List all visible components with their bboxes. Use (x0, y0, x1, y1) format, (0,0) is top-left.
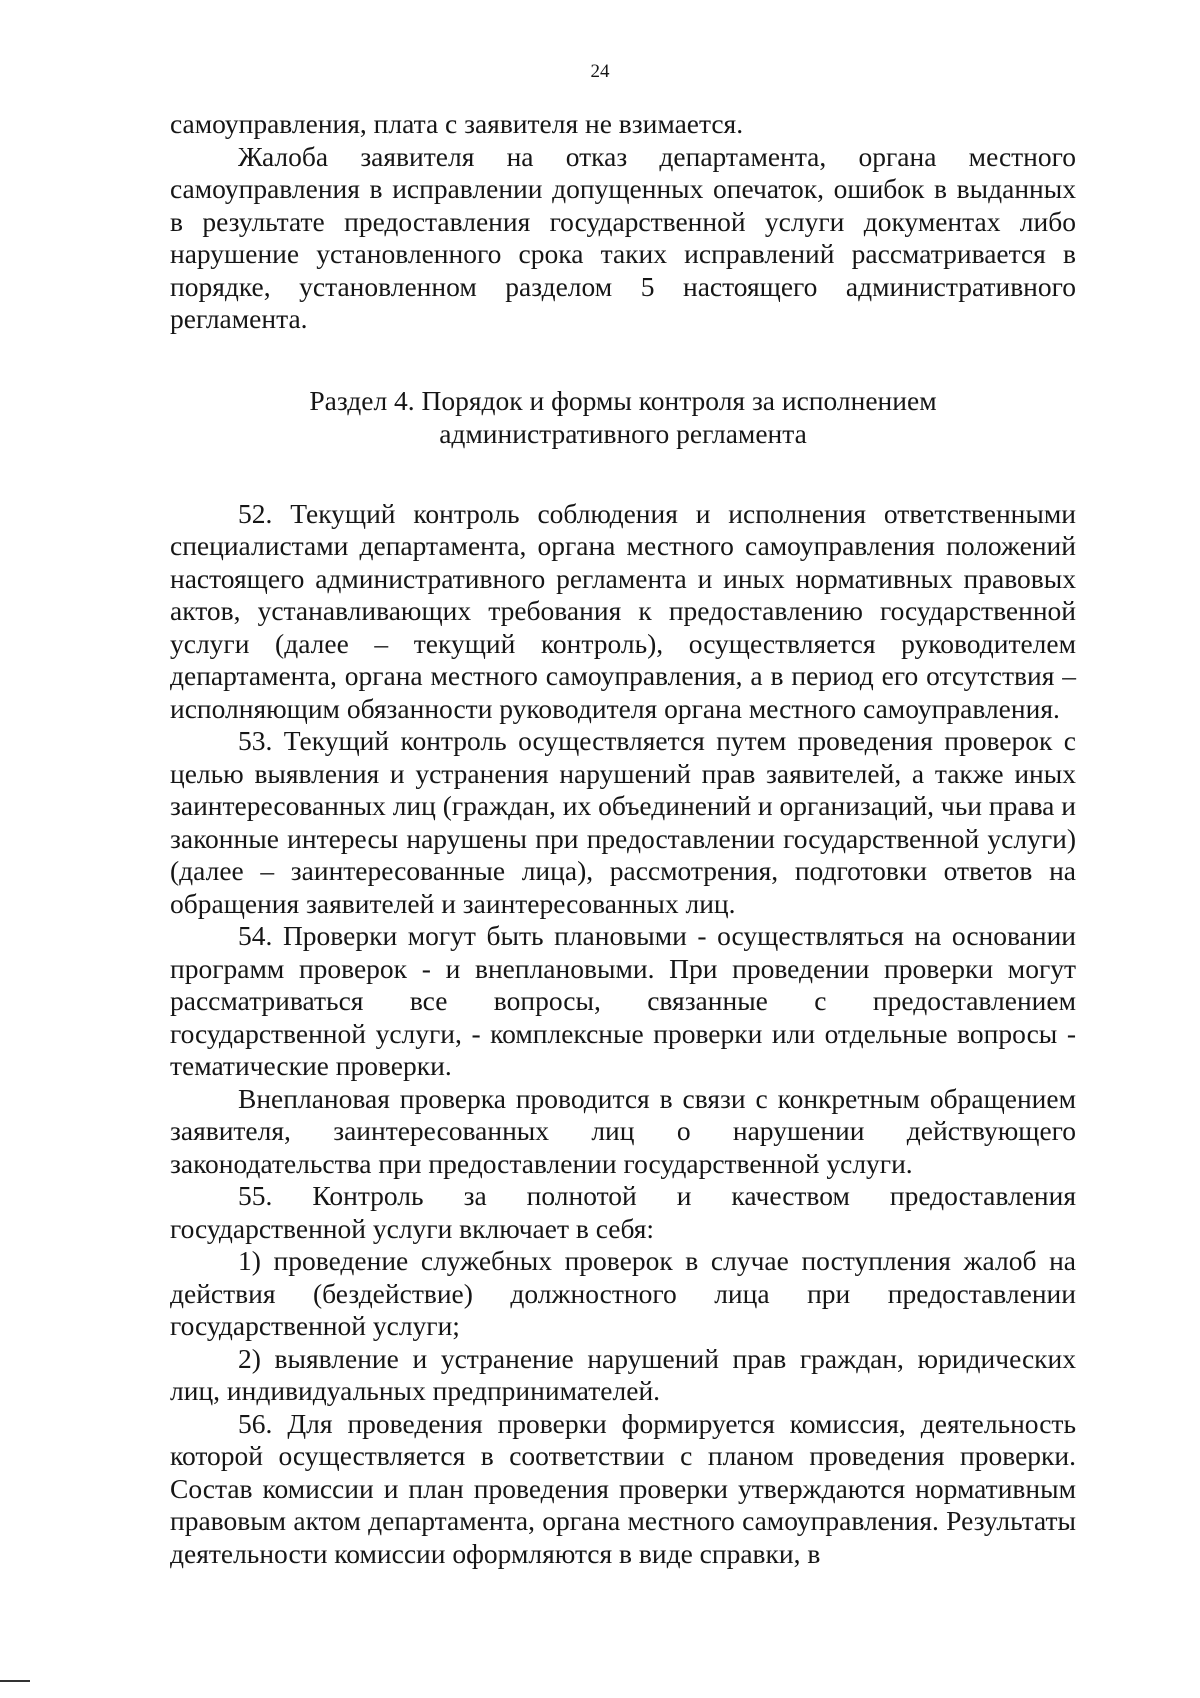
paragraph-53: 53. Текущий контроль осуществляется путем проведения проверок с целью выявления и устранения нарушений прав заявителей, а также иных заинтересованных лиц (граждан, их объединений и организаций, чьи права и законные интересы нарушены при предоставлении государственной услуги) (далее – заинтересованные лица), рассмотрения, подготовки ответов на обращения заявителей и заинтересованных лиц. (170, 725, 1076, 919)
paragraph-continuation: самоуправления, плата с заявителя не взимается. (170, 108, 744, 139)
paragraph-52: 52. Текущий контроль соблюдения и исполнения ответственными специалистами департамента, органа местного самоуправления положений настоящего административного регламента и иных нормативных правовых актов, устанавливающих требования к предоставлению государственной услуги (далее – текущий контроль), осуществляется руководителем департамента, органа местного самоуправления, а в период его отсутствия – исполняющим обязанности руководителя органа местного самоуправления. (170, 497, 1076, 724)
section-heading (170, 384, 1076, 450)
paragraph-55-item-1: 1) проведение служебных проверок в случае поступления жалоб на действия (бездействие) должностного лица при предоставлении государственной услуги; (170, 1245, 1076, 1341)
section-heading-line-2: административного регламента (439, 417, 807, 449)
page-number: 24 (590, 61, 610, 82)
section-heading-line-1: Раздел 4. Порядок и формы контроля за исполнением (309, 384, 937, 416)
paragraph-55-item-2: 2) выявление и устранение нарушений прав граждан, юридических лиц, индивидуальных предпринимателей. (170, 1342, 1076, 1406)
paragraph-56: 56. Для проведения проверки формируется комиссия, деятельность которой осуществляется в соответствии с планом проведения проверки. Состав комиссии и план проведения проверки утверждаются нормативным правовым актом департамента, органа местного самоуправления. Результаты деятельности комиссии оформляются в виде справки, в (170, 1407, 1076, 1569)
paragraph-54-unscheduled: Внеплановая проверка проводится в связи с конкретным обращением заявителя, заинтересованных лиц о нарушении действующего законодательства при предоставлении государственной услуги. (170, 1082, 1076, 1179)
scan-edge-mark (0, 1680, 30, 1682)
paragraph-complaint: Жалоба заявителя на отказ департамента, органа местного самоуправления в исправлении допущенных опечаток, ошибок в выданных в результате предоставления государственной услуги документах либо нарушение установленного срока таких исправлений рассматривается в порядке, установленном разделом 5 настоящего административного регламента. (170, 140, 1076, 334)
paragraph-54: 54. Проверки могут быть плановыми - осуществляться на основании программ проверок - и внеплановыми. При проведении проверки могут рассматриваться все вопросы, связанные с предоставлением государственной услуги, - комплексные проверки или отдельные вопросы - тематические проверки. (170, 920, 1076, 1081)
paragraph-55: 55. Контроль за полнотой и качеством предоставления государственной услуги включает в себя: (170, 1180, 1076, 1244)
document-body (170, 108, 1076, 1570)
